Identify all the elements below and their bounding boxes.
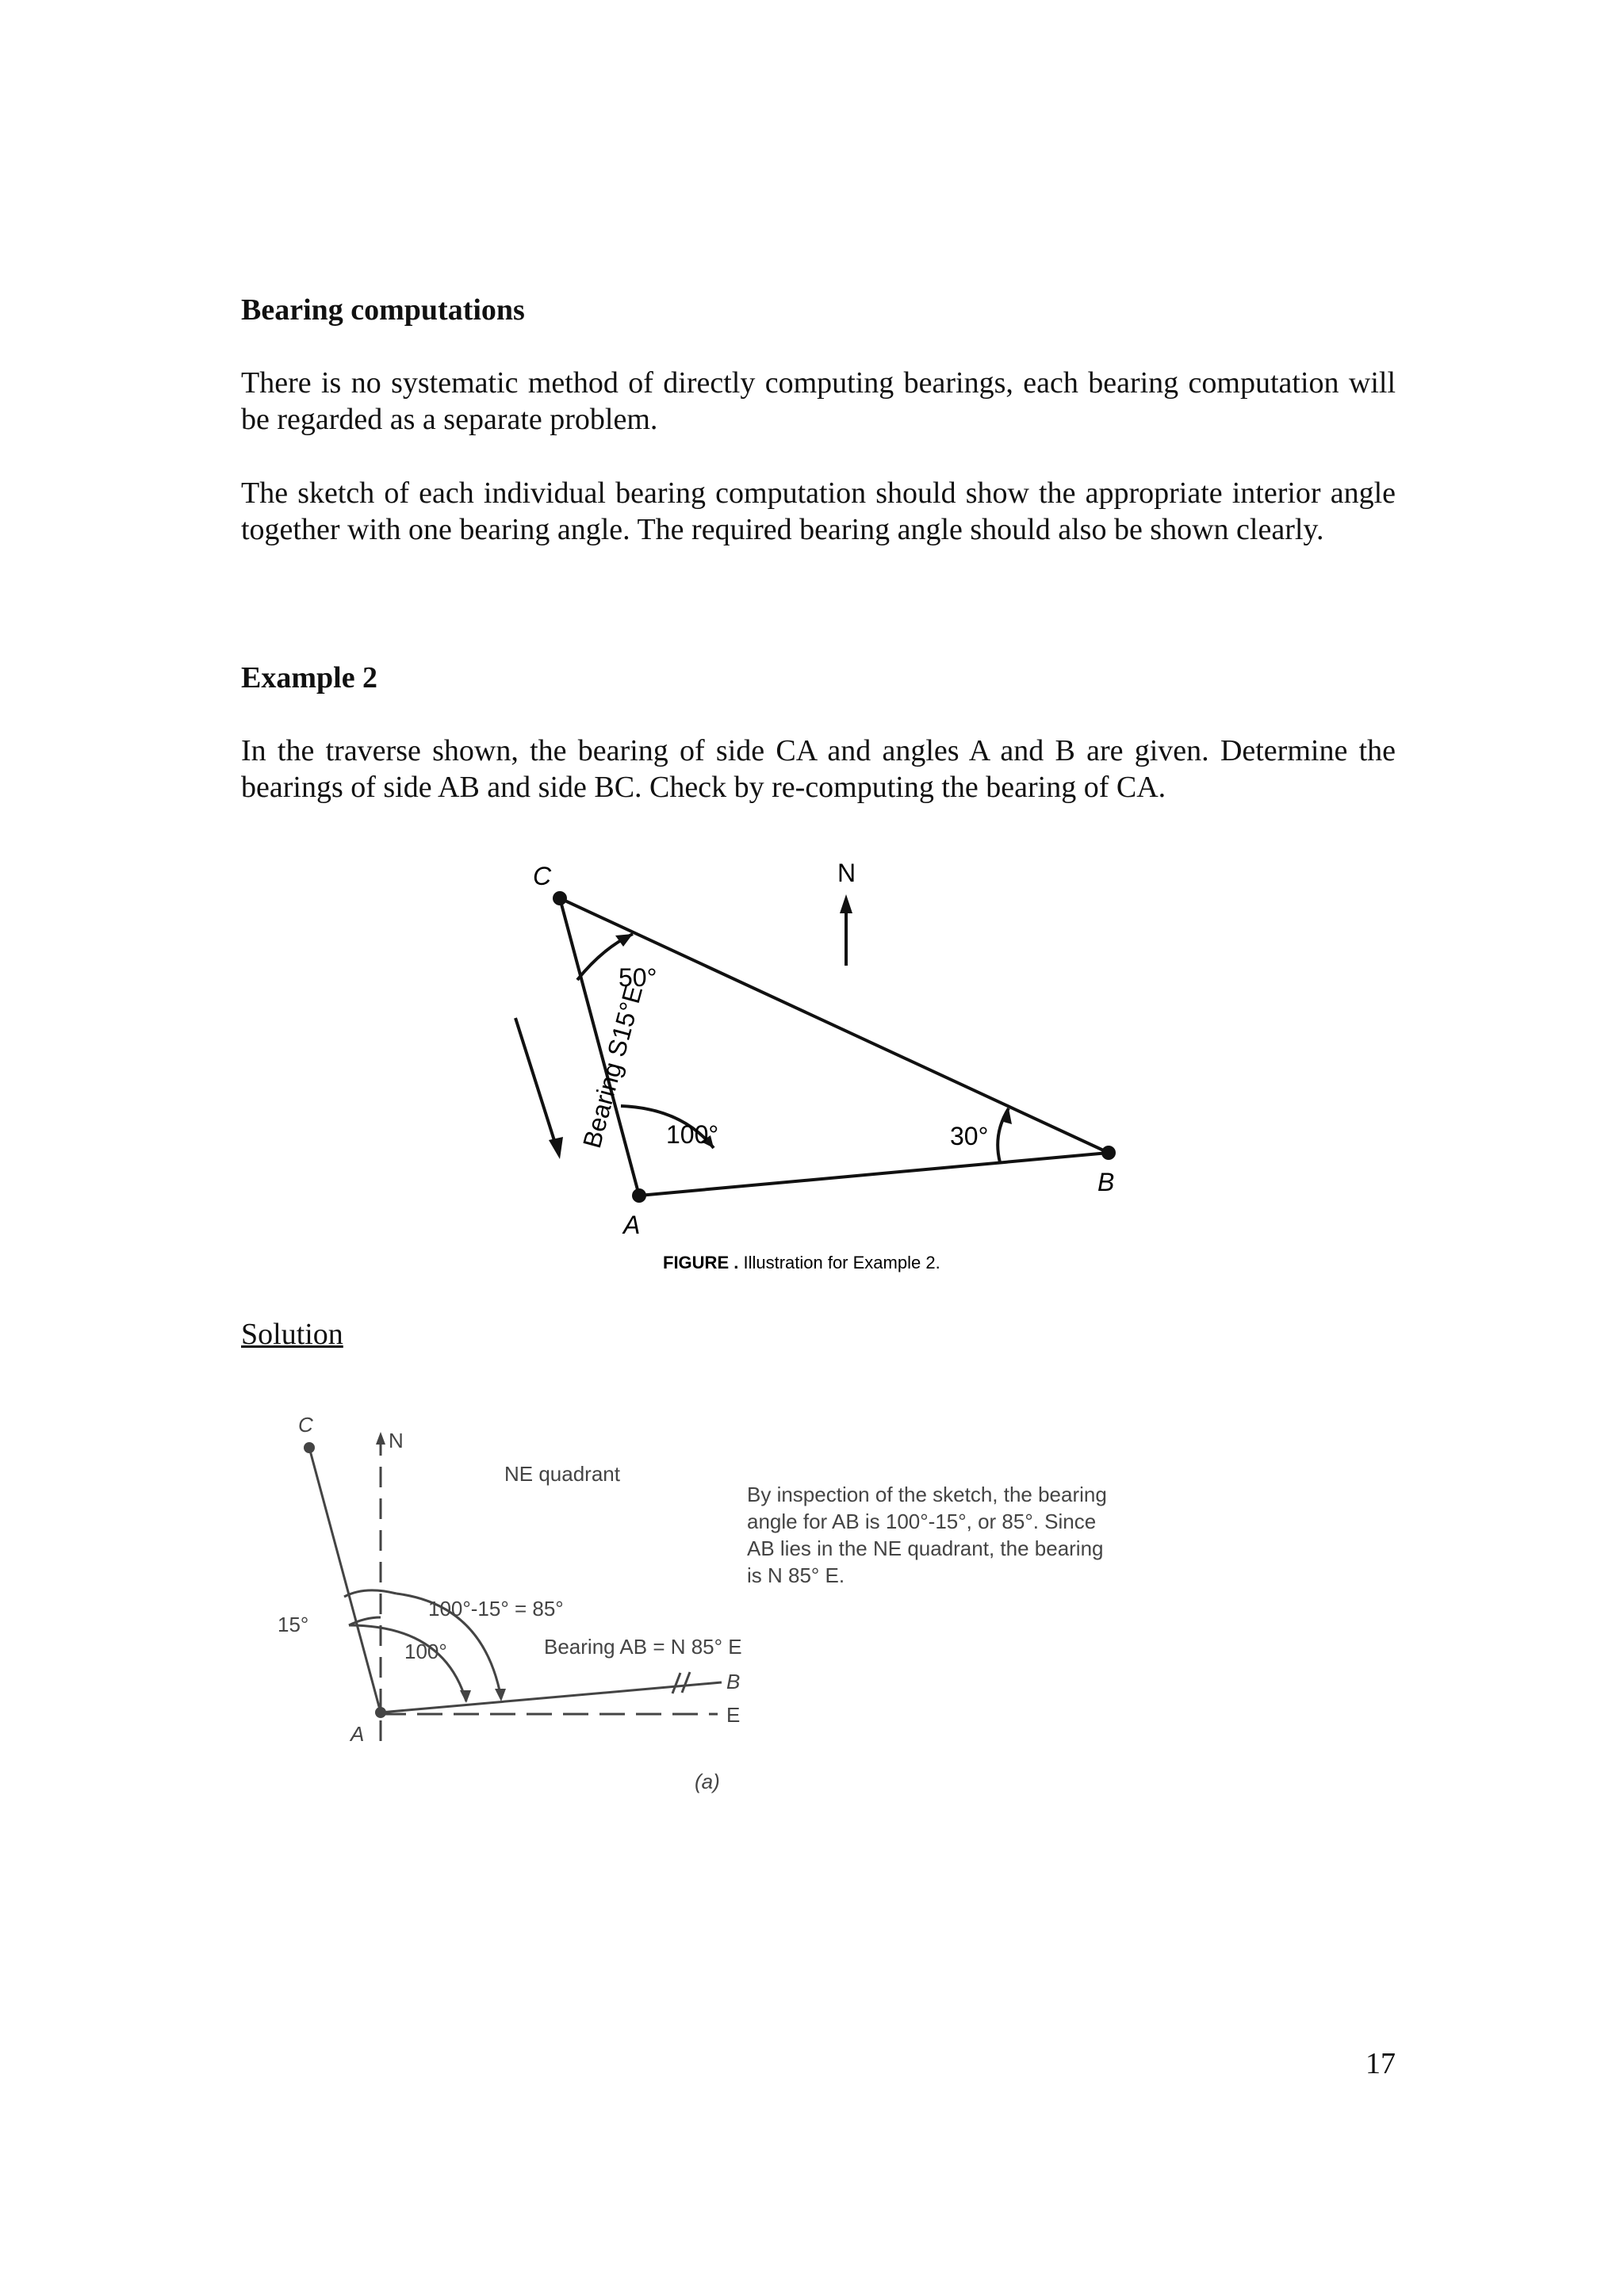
note-line-1: By inspection of the sketch, the bearing [747,1483,1107,1506]
label-e: E [726,1703,741,1727]
side-cb [560,898,1109,1153]
angle-c-label: 50° [619,963,657,992]
example-heading: Example 2 [241,661,378,695]
section-heading: Bearing computations [241,293,525,327]
arc-100-head [460,1690,471,1703]
intro-paragraph: There is no systematic method of directly computing bearings, each bearing computation will be regarded as a separate problem. [241,366,1396,436]
note-line-3: AB lies in the NE quadrant, the bearing [747,1536,1104,1560]
solution-sketch [0,1395,1624,1808]
label-n: N [837,859,856,887]
angle-85-label: 100°-15° = 85° [428,1597,564,1621]
label-c: C [298,1413,313,1437]
angle-100-label: 100° [404,1640,447,1663]
point-b [1101,1146,1116,1160]
label-n: N [389,1429,404,1452]
quadrant-label: NE quadrant [504,1462,620,1486]
point-a [632,1188,646,1203]
angle-b-label: 30° [950,1122,989,1150]
bearing-arrow-head [549,1137,563,1159]
solution-heading: Solution [241,1318,343,1351]
arc-85 [344,1590,396,1597]
arc-c-head [615,934,633,947]
side-ab [639,1153,1109,1196]
label-c: C [533,862,552,890]
point-a [375,1707,386,1718]
bearing-ca-label: Bearing S15°E [576,982,649,1151]
sublabel-a: (a) [695,1770,720,1793]
north-arrow-head [376,1432,385,1445]
angle-15-label: 15° [278,1613,309,1636]
bearing-ab-label: Bearing AB = N 85° E [544,1635,742,1659]
label-b: B [726,1670,741,1693]
north-arrow-head [840,894,852,913]
example-paragraph: In the traverse shown, the bearing of side CA and angles A and B are given. Determine the bearings of side AB and side BC. Check by re-computing the bearing of CA. [241,734,1396,804]
point-c [553,891,567,905]
angle-a-label: 100° [666,1120,719,1149]
figure-caption: FIGURE . Illustration for Example 2. [663,1253,940,1272]
arc-15 [349,1617,381,1625]
page-number: 17 [1365,2047,1396,2080]
label-b: B [1097,1168,1115,1196]
point-c [304,1442,315,1453]
bearing-arrow [515,1018,557,1148]
note-line-4: is N 85° E. [747,1563,845,1587]
side-ca [309,1448,381,1712]
side-ab [381,1682,722,1712]
label-a: A [350,1722,365,1746]
sketch-paragraph: The sketch of each individual bearing computation should show the appropriate interior angle together with one bearing angle. The required bearing angle should also be shown clearly. [241,476,1396,546]
arc-85-head [495,1689,506,1701]
label-a: A [623,1211,641,1239]
note-line-2: angle for AB is 100°-15°, or 85°. Since [747,1510,1097,1533]
